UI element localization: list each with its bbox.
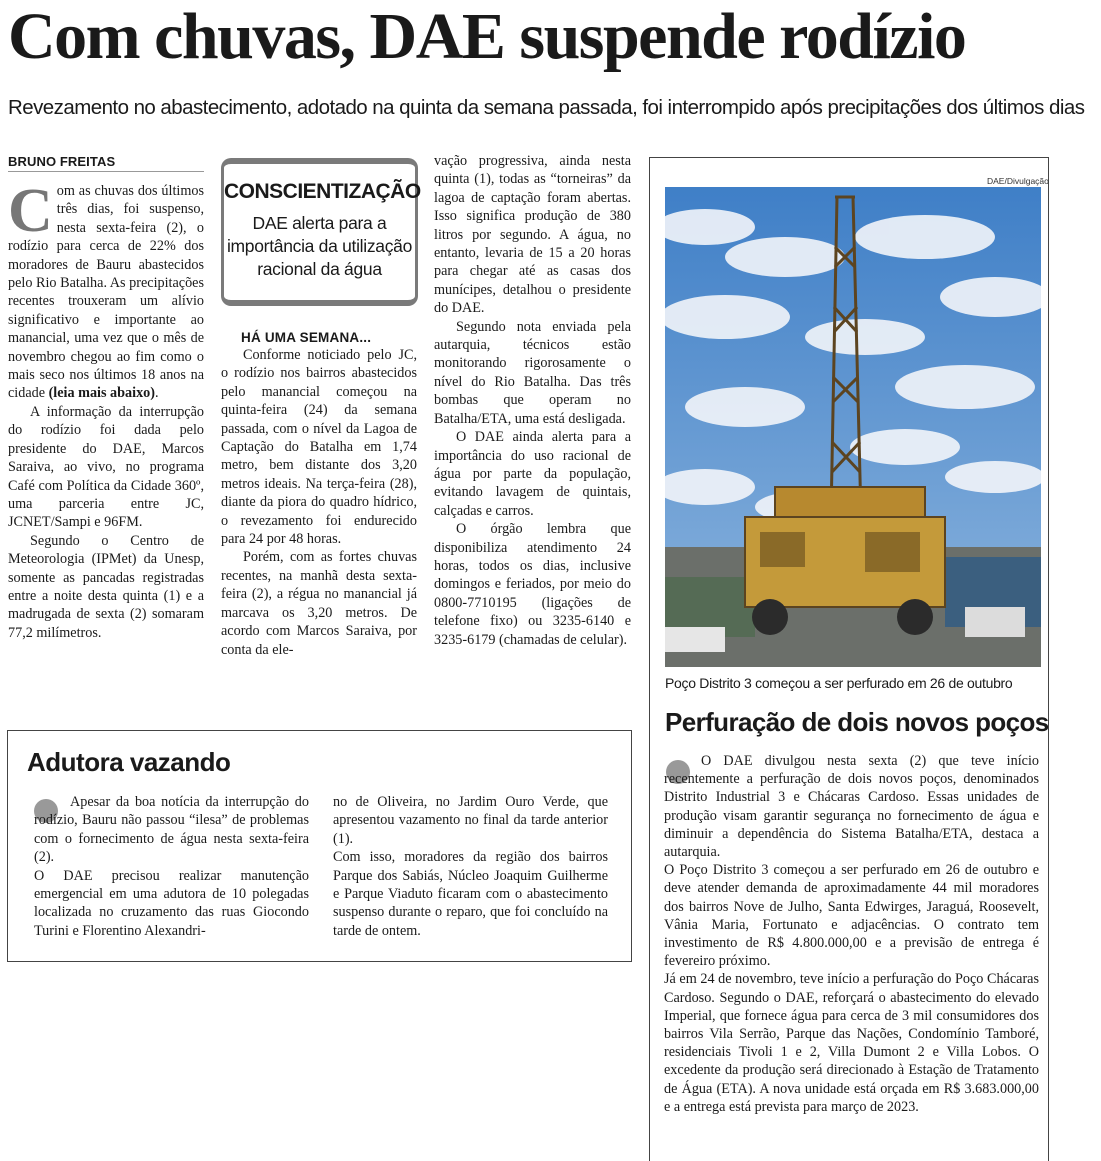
article-column-1 xyxy=(8,177,204,642)
paragraph-contact: O órgão lembra que disponibiliza atendimento 24 horas, todos os dias, inclusive domingos e feriados, por meio do 0800-7710195 (ligações de telefone fixo) ou 3235-6140 e 3235-6179 (chamadas de celular). xyxy=(434,521,631,648)
leaking-pipeline-box xyxy=(7,730,632,962)
headline: Com chuvas, DAE suspende rodízio xyxy=(8,0,966,73)
wells-paragraph-3: Já em 24 de novembro, teve início a perfuração do Poço Chácaras Cardoso. Segundo o DAE, reforçará o abastecimento do elevado Imperial, que fornece água para cerca de 3 mil consumidores dos bairros Vila Serrão, Parque das Nações, Condomínio Tamboré, residenciais Tivoli 1 e 2, Villa Dumont 2 e Villa Lobos. O excedente da produção será direcionado à Estação de Tratamento de Água (ETA). A nova unidade está orçada em R$ 3.683.000,00 e a entrega está prevista para março de 2023. xyxy=(664,971,1039,1115)
paragraph-week-ago: Conforme noticiado pelo JC, o rodízio nos bairros abastecidos pelo manancial começou na quinta-feira (24) da semana passada, com o nível da Lagoa de Captação do Batalha em 1,74 metro, bem distante dos 3,20 metros ideais. Na terça-feira (28), diante da piora do quadro hídrico, o revezamento foi endurecido para 24 por 48 horas. xyxy=(221,347,417,548)
section-heading-week: HÁ UMA SEMANA... xyxy=(241,330,372,345)
article-column-3 xyxy=(434,152,631,649)
lead-paragraph-end: . xyxy=(154,385,159,402)
photo-caption: Poço Distrito 3 começou a ser perfurado em 26 de outubro xyxy=(665,675,1013,691)
paragraph-rational-use: O DAE ainda alerta para a importância do uso racional de água por parte da população, evitando lavagem de quintais, calçadas e carros. xyxy=(434,429,631,519)
new-wells-title: Perfuração de dois novos poços xyxy=(665,707,1049,737)
paragraph-ipmet: Segundo o Centro de Meteorologia (IPMet) da Unesp, somente as pancadas registradas entre a noite desta quinta (1) e a madrugada de sexta (2) somaram 77,2 milímetros. xyxy=(8,532,204,641)
wells-paragraph-1: O DAE divulgou nesta sexta (2) que teve início recentemente a perfuração de dois novos poços, denominados Distrito Industrial 3 e Chácaras Cardoso. Essas unidades de produção visam garantir segurança no fornecimento de água e diminuir a dependência do Sistema Batalha/ETA, destaca a autarquia. xyxy=(664,753,1039,861)
leaking-pipeline-title: Adutora vazando xyxy=(27,747,231,777)
drop-cap: C xyxy=(8,177,53,245)
paragraph-strong-rains: Porém, com as fortes chuvas recentes, na manhã desta sexta-feira (2), a régua no manancial já marcava os 3,20 metros. De acordo com Marcos Saraiva, por conta da ele- xyxy=(221,549,417,658)
subheadline: Revezamento no abastecimento, adotado na quinta da semana passada, foi interrompido após precipitações dos últimos dias xyxy=(8,96,1085,119)
lead-paragraph-text: om as chuvas dos últimos três dias, foi suspenso, nesta sexta-feira (2), o rodízio para cerca de 22% dos moradores de Bauru abastecidos pelo Rio Batalha. As precipitações recentes trouxeram um alívio significativo e importante ao manancial, uma vez que o mês de novembro chegou ao fim como o mais seco nos últimos 18 anos na cidade xyxy=(8,183,204,402)
drilling-rig-illustration xyxy=(665,187,1041,667)
awareness-title: CONSCIENTIZAÇÃO xyxy=(224,180,421,203)
pipeline-paragraph-2: O DAE precisou realizar manutenção emergencial em uma adutora de 10 polegadas localizada no cruzamento das ruas Giocondo Turini e Florentino Alexandri- xyxy=(34,867,309,939)
photo-credit: DAE/Divulgação xyxy=(987,176,1049,186)
new-wells-body xyxy=(664,752,1039,1116)
pipeline-paragraph-3: no de Oliveira, no Jardim Ouro Verde, que apresentou vazamento no final da tarde anterior (1). xyxy=(333,794,608,847)
read-more-note: (leia mais abaixo) xyxy=(48,385,155,402)
paragraph-monitoring: Segundo nota enviada pela autarquia, técnicos estão monitorando rigorosamente o nível do Rio Batalha. Das três bombas que operam no Batalha/ETA, uma está desligada. xyxy=(434,318,631,427)
drilling-rig-photo xyxy=(665,187,1041,667)
leaking-pipeline-column-2 xyxy=(333,793,608,940)
wells-paragraph-2: O Poço Distrito 3 começou a ser perfurado em 26 de outubro e deve atender demanda de aproximadamente 44 mil moradores dos bairros Nove de Julho, Santa Edwirges, Jaraguá, Roosevelt, Vânia Maria, Fortunato e adjacências. O contrato tem investimento de R$ 4.800.000,00 e a previsão de entrega é fevereiro próximo. xyxy=(664,862,1039,970)
article-column-2 xyxy=(221,346,417,659)
awareness-box xyxy=(221,158,421,306)
paragraph-interruption-info: A informação da interrupção do rodízio foi dada pelo presidente do DAE, Marcos Saraiva, ao vivo, no programa Café com Política da Cidade 360º, uma parceria entre JC, JCNET/Sampi e 96FM. xyxy=(8,403,204,531)
paragraph-continuation: vação progressiva, ainda nesta quinta (1), todas as “torneiras” da lagoa de captação foram abertas. Isso significa produção de 380 litros por segundo. A água, no entanto, levaria de 15 a 20 horas para chegar até as casas dos munícipes, detalhou o presidente do DAE. xyxy=(434,153,631,317)
pipeline-paragraph-4: Com isso, moradores da região dos bairros Parque dos Sabiás, Núcleo Joaquim Guilherme e Parque Viaduto ficaram com o abastecimento suspenso durante o reparo, que foi concluído na tarde de ontem. xyxy=(333,849,608,939)
byline: BRUNO FREITAS xyxy=(8,154,204,172)
pipeline-paragraph-1: Apesar da boa notícia da interrupção do rodízio, Bauru não passou “ilesa” de problemas com o fornecimento de água nesta sexta-feira (2). xyxy=(34,794,309,866)
awareness-text: DAE alerta para a importância da utilização racional da água xyxy=(226,213,413,279)
leaking-pipeline-column-1 xyxy=(34,793,309,940)
lead-paragraph xyxy=(8,177,204,403)
